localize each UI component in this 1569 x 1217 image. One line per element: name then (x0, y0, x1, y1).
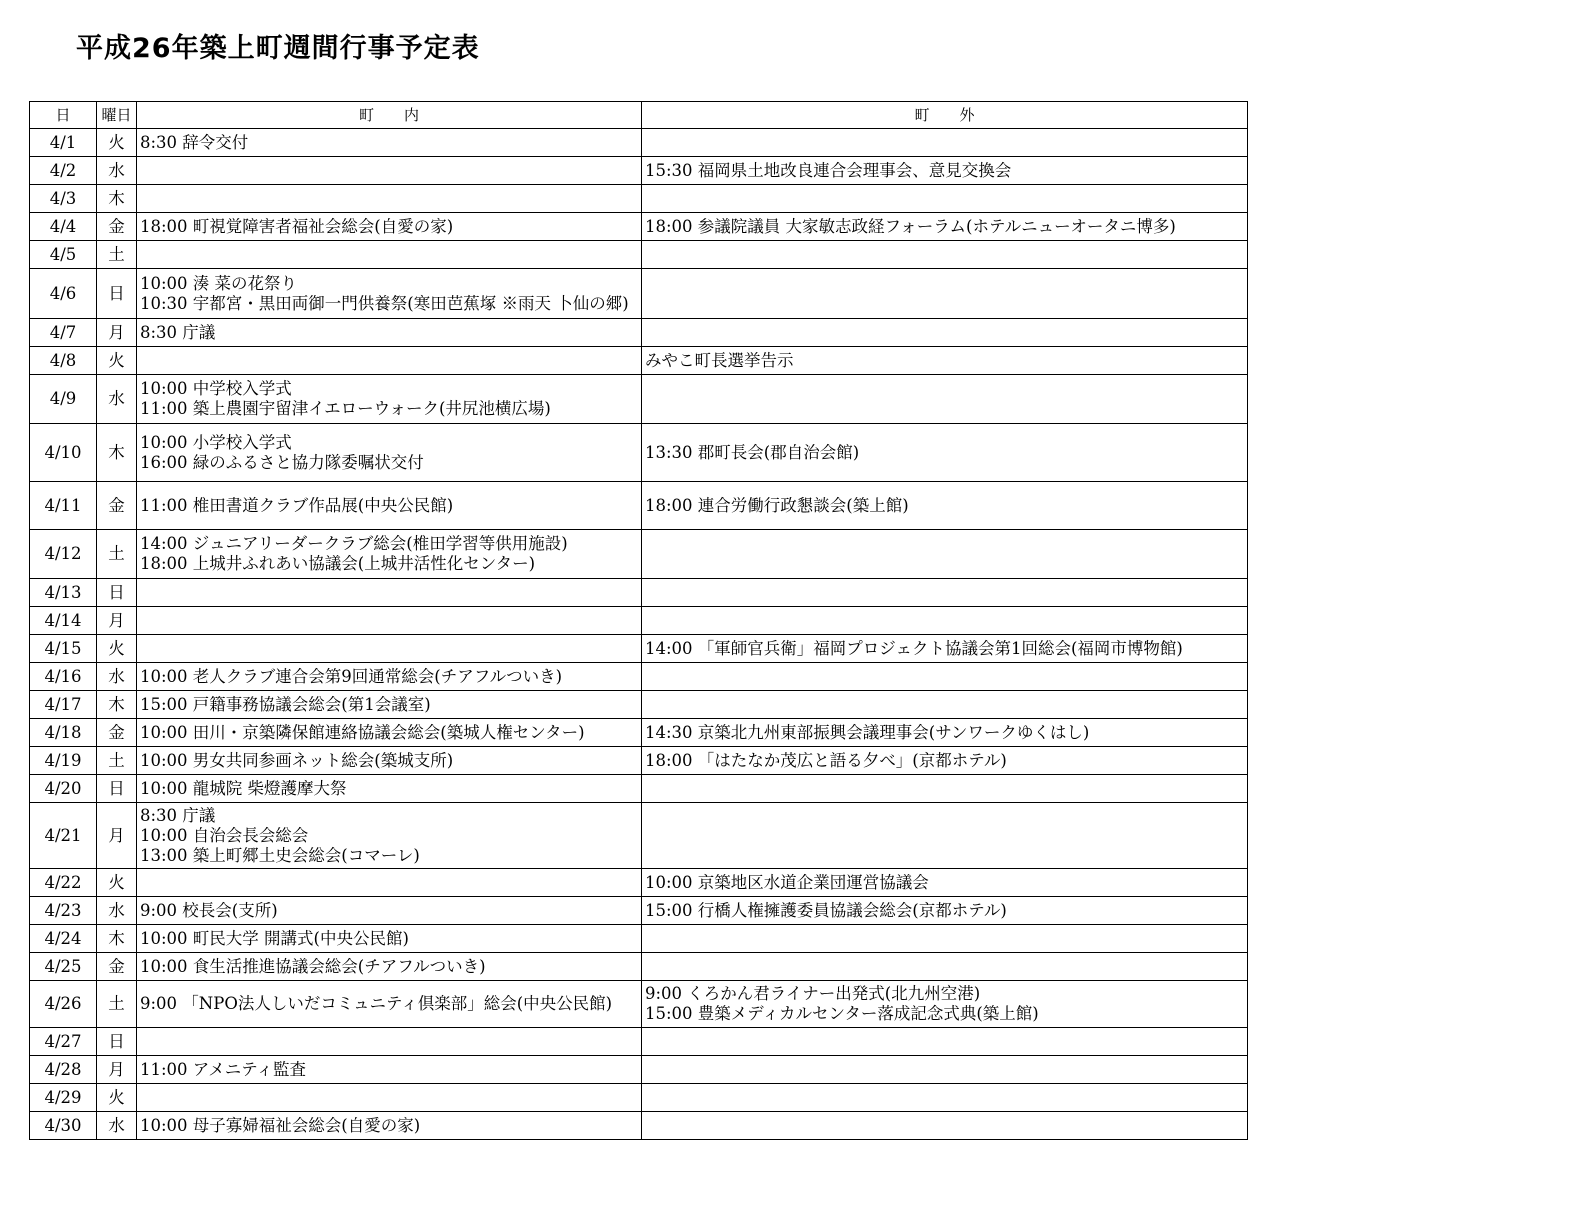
outside-event-cell (642, 375, 1248, 424)
date-cell: 4/29 (30, 1084, 97, 1112)
table-row (30, 803, 1248, 869)
outside-event-cell (642, 319, 1248, 347)
table-row (30, 607, 1248, 635)
date-cell: 4/22 (30, 869, 97, 897)
inside-event-cell: 10:00 中学校入学式 11:00 築上農園宇留津イエローウォーク(井尻池横広場) (137, 375, 642, 424)
date-cell: 4/7 (30, 319, 97, 347)
date-cell: 4/8 (30, 347, 97, 375)
date-cell: 4/9 (30, 375, 97, 424)
weekday-cell: 土 (97, 530, 137, 579)
outside-event-cell: 10:00 京築地区水道企業団運営協議会 (642, 869, 1248, 897)
weekday-cell: 水 (97, 897, 137, 925)
table-row (30, 241, 1248, 269)
inside-event-cell: 8:30 庁議 10:00 自治会長会総会 13:00 築上町郷土史会総会(コマーレ) (137, 803, 642, 869)
table-row (30, 319, 1248, 347)
table-row (30, 1028, 1248, 1056)
date-cell: 4/26 (30, 981, 97, 1028)
header-weekday: 曜日 (97, 102, 137, 129)
outside-event-cell (642, 269, 1248, 319)
header-outside-a: 町 (914, 106, 930, 124)
header-inside (137, 102, 642, 129)
inside-event-cell (137, 157, 642, 185)
outside-event-cell: 18:00 「はたなか茂広と語る夕べ」(京都ホテル) (642, 747, 1248, 775)
table-row (30, 347, 1248, 375)
outside-event-cell (642, 925, 1248, 953)
date-cell: 4/5 (30, 241, 97, 269)
table-row (30, 719, 1248, 747)
weekday-cell: 火 (97, 1084, 137, 1112)
date-cell: 4/15 (30, 635, 97, 663)
header-row (30, 102, 1248, 129)
header-outside-b: 外 (959, 106, 975, 124)
table-row (30, 691, 1248, 719)
inside-event-cell: 10:00 男女共同参画ネット総会(築城支所) (137, 747, 642, 775)
table-row (30, 1112, 1248, 1140)
inside-event-cell: 10:00 老人クラブ連合会第9回通常総会(チアフルついき) (137, 663, 642, 691)
weekday-cell: 金 (97, 719, 137, 747)
weekday-cell: 月 (97, 803, 137, 869)
inside-event-cell (137, 869, 642, 897)
date-cell: 4/4 (30, 213, 97, 241)
date-cell: 4/23 (30, 897, 97, 925)
weekday-cell: 火 (97, 129, 137, 157)
date-cell: 4/21 (30, 803, 97, 869)
weekday-cell: 木 (97, 691, 137, 719)
table-row (30, 375, 1248, 424)
weekday-cell: 土 (97, 747, 137, 775)
inside-event-cell: 10:00 母子寡婦福祉会総会(自愛の家) (137, 1112, 642, 1140)
inside-event-cell: 10:00 食生活推進協議会総会(チアフルついき) (137, 953, 642, 981)
inside-event-cell: 10:00 龍城院 柴燈護摩大祭 (137, 775, 642, 803)
inside-event-cell: 8:30 庁議 (137, 319, 642, 347)
table-row (30, 747, 1248, 775)
inside-event-cell (137, 1084, 642, 1112)
date-cell: 4/16 (30, 663, 97, 691)
outside-event-cell (642, 691, 1248, 719)
inside-event-cell: 8:30 辞令交付 (137, 129, 642, 157)
date-cell: 4/12 (30, 530, 97, 579)
outside-event-cell (642, 1056, 1248, 1084)
outside-event-cell: 15:00 行橋人権擁護委員協議会総会(京都ホテル) (642, 897, 1248, 925)
outside-event-cell (642, 953, 1248, 981)
outside-event-cell: 15:30 福岡県土地改良連合会理事会、意見交換会 (642, 157, 1248, 185)
outside-event-cell: 18:00 参議院議員 大家敏志政経フォーラム(ホテルニューオータニ博多) (642, 213, 1248, 241)
outside-event-cell (642, 530, 1248, 579)
date-cell: 4/3 (30, 185, 97, 213)
outside-event-cell (642, 129, 1248, 157)
inside-event-cell: 18:00 町視覚障害者福祉会総会(自愛の家) (137, 213, 642, 241)
weekday-cell: 月 (97, 319, 137, 347)
weekday-cell: 火 (97, 869, 137, 897)
inside-event-cell (137, 185, 642, 213)
table-row (30, 579, 1248, 607)
table-row (30, 1056, 1248, 1084)
table-row (30, 775, 1248, 803)
table-row (30, 157, 1248, 185)
table-row (30, 1084, 1248, 1112)
date-cell: 4/27 (30, 1028, 97, 1056)
weekday-cell: 土 (97, 241, 137, 269)
inside-event-cell: 14:00 ジュニアリーダークラブ総会(椎田学習等供用施設) 18:00 上城井ふれあい協議会(上城井活性化センター) (137, 530, 642, 579)
outside-event-cell: 9:00 くろかん君ライナー出発式(北九州空港) 15:00 豊築メディカルセンター落成記念式典(築上館) (642, 981, 1248, 1028)
table-row (30, 925, 1248, 953)
outside-event-cell: 14:00 「軍師官兵衛」福岡プロジェクト協議会第1回総会(福岡市博物館) (642, 635, 1248, 663)
date-cell: 4/14 (30, 607, 97, 635)
outside-event-cell (642, 241, 1248, 269)
table-row (30, 424, 1248, 482)
outside-event-cell (642, 663, 1248, 691)
weekday-cell: 月 (97, 1056, 137, 1084)
inside-event-cell: 10:00 町民大学 開講式(中央公民館) (137, 925, 642, 953)
table-row (30, 213, 1248, 241)
weekday-cell: 火 (97, 635, 137, 663)
inside-event-cell (137, 607, 642, 635)
date-cell: 4/17 (30, 691, 97, 719)
outside-event-cell (642, 607, 1248, 635)
table-row (30, 869, 1248, 897)
schedule-table (29, 101, 1248, 1140)
outside-event-cell (642, 1028, 1248, 1056)
outside-event-cell (642, 775, 1248, 803)
date-cell: 4/6 (30, 269, 97, 319)
weekday-cell: 土 (97, 981, 137, 1028)
outside-event-cell: 14:30 京築北九州東部振興会議理事会(サンワークゆくはし) (642, 719, 1248, 747)
date-cell: 4/11 (30, 482, 97, 530)
inside-event-cell: 10:00 田川・京築隣保館連絡協議会総会(築城人権センター) (137, 719, 642, 747)
inside-event-cell (137, 241, 642, 269)
date-cell: 4/13 (30, 579, 97, 607)
inside-event-cell (137, 635, 642, 663)
table-row (30, 663, 1248, 691)
outside-event-cell (642, 579, 1248, 607)
table-row (30, 269, 1248, 319)
header-outside (642, 102, 1248, 129)
weekday-cell: 金 (97, 213, 137, 241)
weekday-cell: 水 (97, 663, 137, 691)
table-row (30, 129, 1248, 157)
outside-event-cell: みやこ町長選挙告示 (642, 347, 1248, 375)
inside-event-cell: 11:00 アメニティ監査 (137, 1056, 642, 1084)
inside-event-cell: 15:00 戸籍事務協議会総会(第1会議室) (137, 691, 642, 719)
outside-event-cell (642, 185, 1248, 213)
inside-event-cell: 10:00 湊 菜の花祭り 10:30 宇都宮・黒田両御一門供養祭(寒田芭蕉塚 ※雨天 卜仙の郷) (137, 269, 642, 319)
date-cell: 4/30 (30, 1112, 97, 1140)
date-cell: 4/2 (30, 157, 97, 185)
weekday-cell: 金 (97, 953, 137, 981)
table-row (30, 530, 1248, 579)
table-row (30, 981, 1248, 1028)
inside-event-cell: 10:00 小学校入学式 16:00 緑のふるさと協力隊委嘱状交付 (137, 424, 642, 482)
table-row (30, 185, 1248, 213)
weekday-cell: 木 (97, 424, 137, 482)
table-row (30, 897, 1248, 925)
weekday-cell: 月 (97, 607, 137, 635)
header-inside-b: 内 (404, 106, 420, 124)
weekday-cell: 水 (97, 157, 137, 185)
date-cell: 4/10 (30, 424, 97, 482)
weekday-cell: 金 (97, 482, 137, 530)
outside-event-cell (642, 1112, 1248, 1140)
weekday-cell: 日 (97, 1028, 137, 1056)
inside-event-cell: 9:00 校長会(支所) (137, 897, 642, 925)
date-cell: 4/28 (30, 1056, 97, 1084)
date-cell: 4/18 (30, 719, 97, 747)
outside-event-cell: 18:00 連合労働行政懇談会(築上館) (642, 482, 1248, 530)
table-row (30, 953, 1248, 981)
weekday-cell: 水 (97, 1112, 137, 1140)
weekday-cell: 木 (97, 185, 137, 213)
inside-event-cell (137, 579, 642, 607)
inside-event-cell: 9:00 「NPO法人しいだコミュニティ倶楽部」総会(中央公民館) (137, 981, 642, 1028)
header-inside-a: 町 (358, 106, 374, 124)
weekday-cell: 水 (97, 375, 137, 424)
table-row (30, 635, 1248, 663)
weekday-cell: 日 (97, 269, 137, 319)
outside-event-cell: 13:30 郡町長会(郡自治会館) (642, 424, 1248, 482)
page-title: 平成26年築上町週間行事予定表 (76, 33, 480, 64)
inside-event-cell: 11:00 椎田書道クラブ作品展(中央公民館) (137, 482, 642, 530)
outside-event-cell (642, 803, 1248, 869)
inside-event-cell (137, 347, 642, 375)
weekday-cell: 火 (97, 347, 137, 375)
header-day: 日 (30, 102, 97, 129)
date-cell: 4/20 (30, 775, 97, 803)
date-cell: 4/25 (30, 953, 97, 981)
weekday-cell: 日 (97, 775, 137, 803)
inside-event-cell (137, 1028, 642, 1056)
weekday-cell: 木 (97, 925, 137, 953)
outside-event-cell (642, 1084, 1248, 1112)
date-cell: 4/24 (30, 925, 97, 953)
weekday-cell: 日 (97, 579, 137, 607)
date-cell: 4/19 (30, 747, 97, 775)
table-row (30, 482, 1248, 530)
date-cell: 4/1 (30, 129, 97, 157)
